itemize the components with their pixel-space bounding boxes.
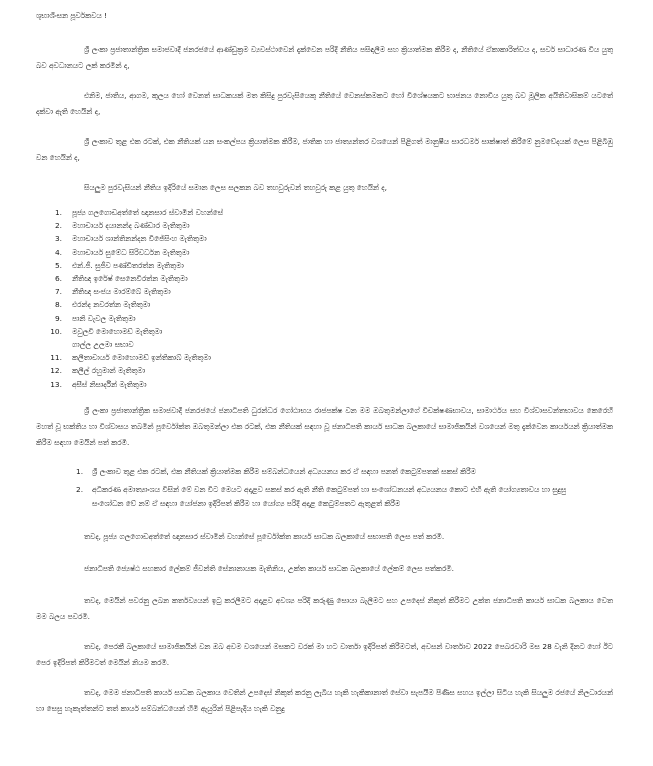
task-number: 2. [76,484,84,494]
member-name: මහාචාර්ය සුමේධ සිරිවර්ධන මැතිතුමා [72,247,190,257]
member-item [36,206,613,219]
member-number: 8. [54,300,62,310]
preamble-paragraph-3: ශ්‍රී ලංකාව තුළ එක රටක්, එක නීතියක් යන සංකල්පය ක්‍රියාත්මක කිරීම, ජාතික හා ජාත්‍යන්තර වශයෙන් පිළිගත් මානුෂීය සාරධර්ම සාක්ෂාත් කිරීමේ නුමවේදයක් ලෙස පිළිබිඹු වන හෙයින් ද, [36,137,613,162]
member-item [36,312,613,325]
secretary-appointment: ජනාධිපති ජ්‍යෙෂ්ඨ සහකාර ලේකම් ජීවන්ති සේනානායක මැතිනිය, උක්ත කාර්ය සාධක බලකායේ ලේකම් ලෙස පත්කරමි. [84,563,454,573]
chair-appointment: තවද, පූජ්‍ය ගලගොඩඅත්තේ ඥානසාර ස්වාමින් වහන්සේ පූර්වෝක්ත කාර්ය සාධක බලකායේ සභාපති ලෙස පත් කරමි. [84,531,445,541]
member-name: මහාචාර්ය දයානන්ද බණ්ඩාර මැතිතුමා [72,221,190,231]
member-item [36,378,613,391]
member-affiliation-text: ගාල්ල උලමා සභාව [72,340,134,350]
member-number: 5. [54,260,62,270]
member-number: 11. [50,353,62,363]
member-item [36,351,613,364]
member-item [36,364,613,377]
member-number: 7. [54,287,62,297]
member-name: එරන්ද නවරත්න මැතිතුමා [72,300,151,310]
member-name: නීතිඥ ඉරේෂ් සෙනෙවිරත්න මැතිතුමා [72,274,188,284]
member-name: කලීල් රහුමාන් මැතිතුමා [72,366,146,376]
member-name: එන්.ජී. සුජීව පණ්ඩිතරත්න මැතිතුමා [72,260,184,270]
member-item [36,325,613,338]
member-number: 6. [54,274,62,284]
member-number: 4. [54,247,62,257]
member-item [36,219,613,232]
greeting: ශුභාශිංසන පූර්වකවය ! [36,11,108,20]
preamble-paragraph-4: සියලුම පුරවැසියන් නීතිය ඉදිරියේ සමාන ලෙස සලකන බව තහවුරුවන් තහවුරු කළ යුතු හෙයින් ද, [84,183,387,192]
task-number: 1. [76,466,84,476]
member-list [36,206,613,391]
closing-paragraph-2: තවද, පෙරකී බලකායේ සාමාජිකයින් වන ඔබ අවම වශයෙන් මසකට වරක් මා හට වාර්තා ඉදිරිපත් කිරීමටත්, අවසන් වාර්තාව 2022 පෙබරවාරි මස 28 වැනි දිනට හෝ ඊට පෙර ඉදිරිපත් කිරීමටත් මෙයින් නියම කරමි. [36,641,613,667]
member-affiliation [36,338,613,351]
task-text: අධිකරණ අමාත්‍යාංශය විසින් මේ වන විට මෙයට අදාළව සකස් කර ඇති නීති කෙටුම්පත් හා සංශෝධනයන් අධ්‍යයනය කොට එහි ඇති යෝග්‍යතාවය හා සුදුසු සංශෝධන වේ නම් ඒ සඳහා යෝජනා ඉදිරිපත් කිරීම හා යෝග්‍ය පරිදි අදාළ කෙටුම්පතට ඇතුළත් කිරීම [92,484,567,508]
member-name: පූජ්‍ය ගලගොඩඅත්තේ ඥානසාර ස්වාමින් වහන්සේ [72,208,224,217]
member-number: 1. [54,208,62,217]
member-number: 10. [50,326,62,336]
member-item [36,285,613,298]
member-number: 3. [54,234,62,244]
task-list [36,465,613,511]
closing-paragraph-3: තවද, මෙම ජනාධිපති කාර්ය සාධක බලකාය වෙතින් උපදෙස් නිකුත් කරනු ලැබිය හැකි හැකිකානාත් සේවා සැපයීම පිණිස සහය ඉල්ලා සිටිය හැකි සියලුම රජයේ නිලධාරයන් හා සෙසු හැකැත්තන්ට තත් කාර්ය සම්බන්ධයෙන් හිමි ඇයුරින් පිළිපැදිය හැකි වනුදු [36,687,613,713]
member-item [36,246,613,259]
closing-paragraph-1: තවද, මෙයින් පවරනු ලබන කර්තව්‍යයන් ඉටු කරලීමට අදාළව අවශ්‍ය පරිදි කරුණු සොයා බැලීමට සහ උපදෙස් නිකුත් කිරීමට උක්ත ජනාධිපති කාර්ය සාධක බලකාය වෙත මම බලය පවරමි. [36,595,613,621]
member-number: 13. [50,379,62,389]
member-name: මහාචාර්ය ශාන්තිනන්දන විජේසිංහ මැතිතුමා [72,234,207,244]
member-item [36,232,613,245]
preamble-paragraph-2: එනිම, ජාතිය, ආගම, කුලය හෝ වෙනත් සාධකයක් මත කිසිදු පුරවැසියෙකු නීතියේ වෙනස්කමකට හෝ විශේෂයකට භාජනය නොවිය යුතු බව මූලික අයිතිවාසිකම් යටතේ දක්වා ඇති හෙයින් ද, [36,91,613,116]
task-item [36,465,613,479]
member-number: 9. [54,313,62,323]
member-item [36,259,613,272]
task-item [36,483,613,511]
member-number: 2. [54,221,62,231]
member-name: කලීතාචාර්ය මොහොමඩ් ඉන්තිකාබ් මැතිතුමා [72,353,211,363]
member-name: මවුලවි මොහොමඩ් මැතිතුමා [72,326,163,336]
member-item [36,272,613,285]
task-text: ශ්‍රී ලංකාව තුළ එක රටක්, එක නීතියක් ක්‍රියාත්මක කිරීම සම්බන්ධයෙන් අධ්‍යයනය කර ඒ සඳහා පනත් කෙටුම්පතක් සකස් කිරීම [92,466,476,476]
member-name: අසීස් නිසාර්දීන් මැතිතුමා [72,379,147,389]
member-number: 12. [50,366,62,376]
preamble-paragraph-1: ශ්‍රී ලංකා ප්‍රජාතාන්ත්‍රික සමාජවාදී ජනරජයේ ආණ්ඩුක්‍රම ව්‍යවස්ථාවෙන් දැක්වෙන පරිදි නීතිය පසිඳලීම සහ ක්‍රියාත්මක කිරීම ද, නීතියේ ඒකාකාරිත්වය ද, සර්ව සාධාරණ විය යුතු බව අවධානයට ලක් කරමින් ද, [36,45,613,70]
member-item [36,298,613,311]
member-name: නීතිඥ සංජය මාරම්බේ මැතිතුමා [72,287,171,297]
appointment-paragraph: ශ්‍රී ලංකා ප්‍රජාතාන්ත්‍රික සමාජවාදී ජනරජයේ ජනාධිපති ධුරන්ධර ගෝඨාභය රාජපක්ෂ වන මම ඔබතුමන්ලාගේ විචක්ෂණභාවය, සාමාර්ථය සහ විශ්වාසවන්තභාවය කෙරෙහි මහත් වූ භක්තිය හා විශ්වාසය තබමින් පූර්වෝක්ත ඔබතුමන්ලා එක රටක්, එක නීතියක් සඳහා වූ ජනාධිපති කාර්ය සාධක බලකායේ සාමාජිකයින් වශයෙන් මතු දැක්වෙන කාර්යයන් ක්‍රියාත්මක කිරීම සඳහා මෙයින් පත් කරමි. [36,405,613,447]
member-name: පානි වැවල මැතිතුමා [72,313,136,323]
